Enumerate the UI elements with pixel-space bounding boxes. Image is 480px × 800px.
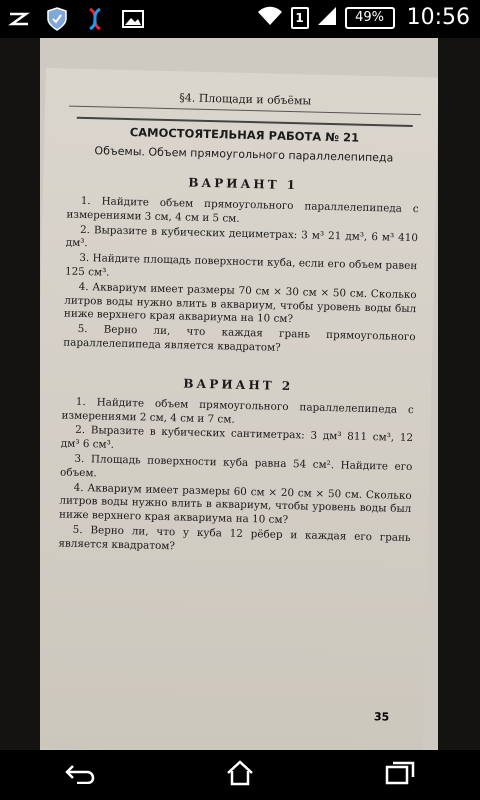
battery-indicator: 49% bbox=[345, 7, 395, 29]
wifi-icon bbox=[257, 6, 283, 30]
task-item: 4. Аквариум имеет размеры 70 см × 30 см × 50 см. Сколько литров воды нужно влить в аквариум, чтобы уровень воды был ниже верхнего края аквариума на 10 см? bbox=[63, 280, 417, 326]
home-button[interactable] bbox=[210, 755, 270, 795]
work-title: САМОСТОЯТЕЛЬНАЯ РАБОТА № 21 bbox=[76, 117, 412, 146]
image-viewer[interactable] bbox=[0, 38, 480, 750]
back-icon bbox=[65, 762, 95, 788]
task-item: 5. Верно ли, что у куба 12 рёбер и каждая его грань является квадратом? bbox=[58, 523, 411, 553]
recents-icon bbox=[385, 761, 415, 789]
home-icon bbox=[225, 760, 255, 790]
task-item: 3. Площадь поверхности куба равна 54 см². Найдите его объем. bbox=[59, 452, 413, 480]
task-item: 4. Аквариум имеет размеры 60 см × 20 см × 50 см. Сколько литров воды нужно влить в аквариум, чтобы уровень воды был ниже верхнего края аквариума на 10 см? bbox=[58, 481, 412, 527]
textbook-photo bbox=[40, 38, 438, 750]
sim-slot-badge: 1 bbox=[291, 7, 309, 29]
section-header: §4. Площади и объёмы bbox=[69, 89, 421, 116]
variant-1-title: ВАРИАНТ 1 bbox=[188, 175, 299, 193]
task-item: 1. Найдите объем прямоугольного параллелепипеда с измерениями 2 см, 4 см и 7 см. bbox=[61, 395, 414, 426]
task-item: 3. Найдите площадь поверхности куба, если его объем равен 125 см³. bbox=[64, 252, 418, 279]
task-item: 2. Выразите в кубических дециметрах: 3 м³ 21 дм³, 6 м³ 410 дм³. bbox=[65, 223, 419, 250]
cell-signal-icon bbox=[317, 6, 337, 30]
back-button[interactable] bbox=[50, 755, 110, 795]
recents-button[interactable] bbox=[370, 755, 430, 795]
task-item: 2. Выразите в кубических сантиметрах: 3 дм³ 811 см³, 12 дм³ 6 см³. bbox=[60, 424, 414, 451]
shield-icon bbox=[44, 6, 70, 32]
page-number: 35 bbox=[373, 710, 390, 724]
task-item: 5. Верно ли, что каждая грань прямоугольного параллелепипеда является квадратом? bbox=[63, 323, 416, 354]
navigation-bar bbox=[0, 750, 480, 800]
topic-title: Объемы. Объем прямоугольного параллелепипеда bbox=[94, 144, 394, 165]
task-item: 1. Найдите объем прямоугольного параллелепипеда с измерениями 3 см, 4 см и 5 см. bbox=[66, 194, 419, 225]
variant-2-title: ВАРИАНТ 2 bbox=[183, 376, 294, 393]
textbook-page bbox=[40, 68, 438, 750]
signal-z-icon bbox=[6, 6, 32, 32]
status-bar bbox=[0, 0, 480, 38]
image-icon bbox=[120, 6, 146, 32]
dna-icon bbox=[82, 6, 108, 32]
status-clock: 10:56 bbox=[406, 5, 470, 30]
